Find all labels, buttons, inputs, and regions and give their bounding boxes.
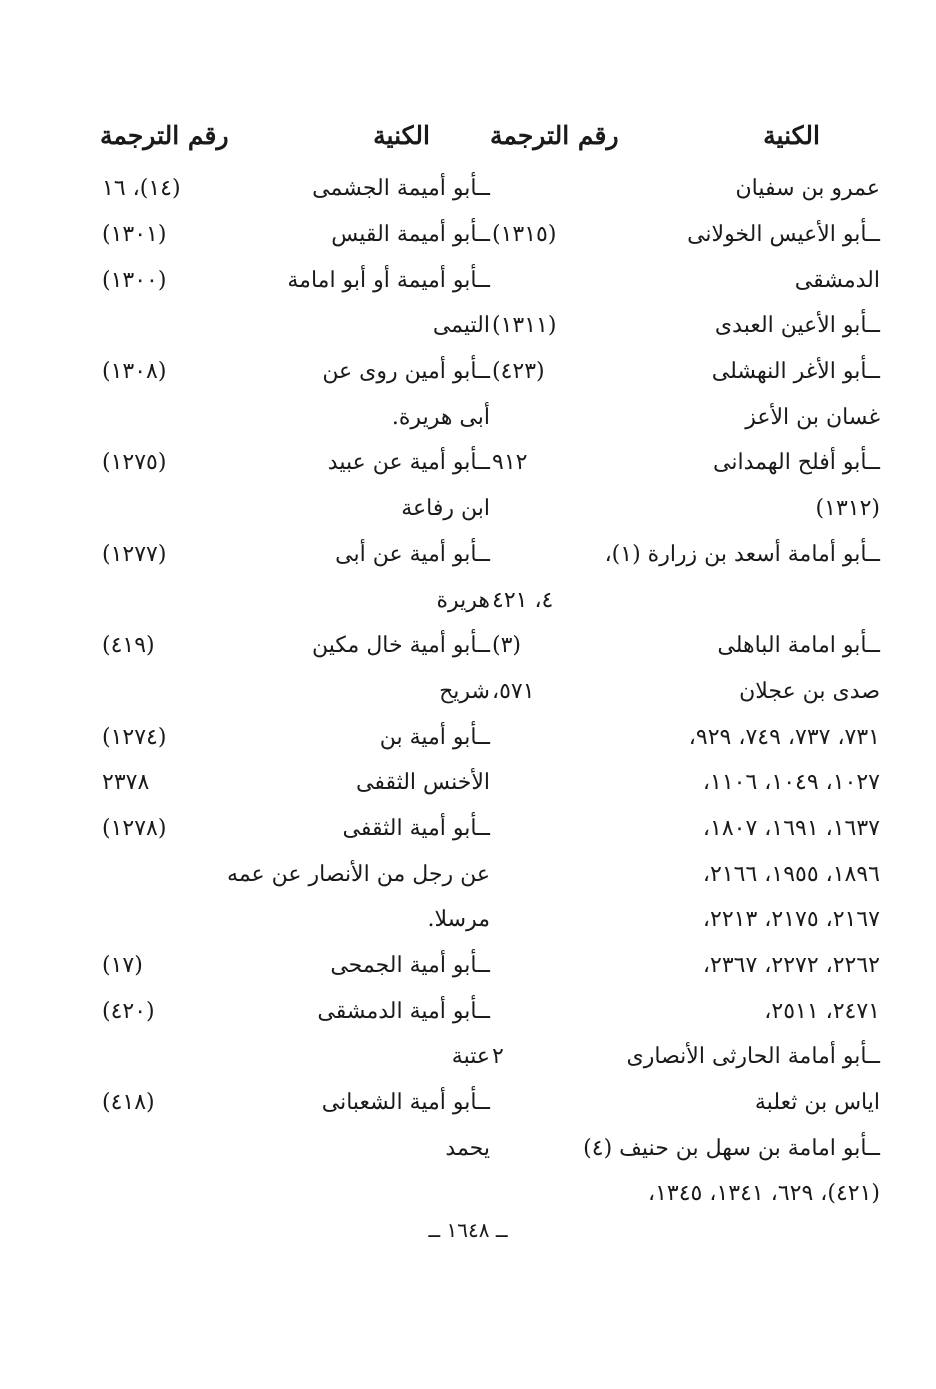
entry-kunya: شريح xyxy=(439,678,490,704)
entry-kunya: اياس بن ثعلبة xyxy=(754,1090,880,1116)
entry-kunya: يحمد xyxy=(445,1135,490,1161)
entry-kunya: التيمى xyxy=(432,313,490,339)
entry-number: (٤٢٣) xyxy=(492,359,545,385)
entry-row xyxy=(490,806,880,852)
entry-kunya: ــأبو أمية خال مكين xyxy=(312,633,490,659)
entry-kunya: ــأبو أمين روى عن xyxy=(322,359,490,385)
entry-kunya: ــأبو أمامة الحارثى الأنصارى xyxy=(626,1044,880,1070)
entry-row xyxy=(100,943,490,989)
entry-kunya: الدمشقى xyxy=(794,267,880,293)
column-header xyxy=(100,110,490,160)
entry-number: (١٢٧٨) xyxy=(102,815,167,841)
entry-kunya: عتبة xyxy=(451,1044,490,1070)
entry-row xyxy=(490,1171,880,1217)
entry-kunya: هريرة xyxy=(436,587,490,613)
entry-number: ٤، ٤٢١ xyxy=(492,587,554,613)
entry-kunya: الأخنس الثقفى xyxy=(356,770,490,796)
entry-row xyxy=(490,623,880,669)
right-column xyxy=(490,110,880,1217)
entry-kunya: ــأبو أمية عن أبى xyxy=(335,541,490,567)
entry-row xyxy=(100,714,490,760)
entry-kunya: ــأبو أفلح الهمدانى xyxy=(713,450,880,476)
entry-kunya: غسان بن الأعز xyxy=(745,404,880,430)
entry-kunya: ــأبو الأعيس الخولانى xyxy=(687,222,880,248)
entry-row xyxy=(100,577,490,623)
entry-kunya: ١٦٣٧، ١٦٩١، ١٨٠٧، xyxy=(702,815,880,841)
entry-kunya: مرسلا. xyxy=(427,907,490,933)
entry-number: ٥٧١، xyxy=(492,678,535,704)
entry-row xyxy=(490,1125,880,1171)
entry-number: ٢٣٧٨ xyxy=(102,770,150,796)
entry-kunya: ــأبو أمية الجمحى xyxy=(330,953,490,979)
entry-kunya: ٢١٦٧، ٢١٧٥، ٢٢١٣، xyxy=(702,907,880,933)
entry-kunya: ٢٤٧١، ٢٥١١، xyxy=(764,998,880,1024)
entry-kunya: ــأبو أمامة أسعد بن زرارة (١)، xyxy=(604,541,880,567)
entry-row xyxy=(100,806,490,852)
entry-number: (١٣٠٨) xyxy=(102,359,167,385)
entry-row xyxy=(490,303,880,349)
entry-row xyxy=(490,212,880,258)
entry-row xyxy=(490,166,880,212)
entry-number: (١٣٠١) xyxy=(102,222,167,248)
entry-row xyxy=(100,897,490,943)
entry-number: (٤١٨) xyxy=(102,1090,155,1116)
entry-row xyxy=(490,394,880,440)
entry-row xyxy=(490,714,880,760)
entry-kunya: ــأبو أمية الشعبانى xyxy=(321,1090,490,1116)
entry-kunya: عن رجل من الأنصار عن عمه xyxy=(227,861,490,887)
entry-row xyxy=(490,943,880,989)
entry-row xyxy=(100,349,490,395)
entry-row xyxy=(490,1034,880,1080)
entry-row xyxy=(100,394,490,440)
entry-kunya: عمرو بن سفيان xyxy=(735,176,880,202)
entry-number: (١٣١١) xyxy=(492,313,557,339)
entry-kunya: ــأبو امامة بن سهل بن حنيف (٤) xyxy=(583,1135,880,1161)
entry-number: (١٣١٥) xyxy=(492,222,557,248)
entry-kunya: صدى بن عجلان xyxy=(739,678,880,704)
header-kunya: الكنية xyxy=(373,120,430,150)
entry-row xyxy=(490,669,880,715)
entry-row xyxy=(490,532,880,578)
left-entries xyxy=(100,166,490,1171)
entry-number: (١٢٧٥) xyxy=(102,450,167,476)
entry-row xyxy=(490,349,880,395)
entry-number: (١٢٧٤) xyxy=(102,724,167,750)
entry-kunya: ــأبو أميمة الجشمى xyxy=(312,176,490,202)
entry-kunya: ــأبو الأغر النهشلى xyxy=(711,359,880,385)
entry-kunya: ١٠٢٧، ١٠٤٩، ١١٠٦، xyxy=(702,770,880,796)
entry-number: ٩١٢ xyxy=(492,450,528,476)
entry-kunya: ٧٣١، ٧٣٧، ٧٤٩، ٩٢٩، xyxy=(688,724,880,750)
entry-kunya: ١٨٩٦، ١٩٥٥، ٢١٦٦، xyxy=(702,861,880,887)
entry-number: (١٣٠٠) xyxy=(102,267,167,293)
entry-row xyxy=(100,486,490,532)
entry-row xyxy=(100,760,490,806)
entry-row xyxy=(490,988,880,1034)
entry-number: ٢ xyxy=(492,1044,504,1070)
entry-number: (١٧) xyxy=(102,953,143,979)
entry-row xyxy=(100,212,490,258)
entry-number: (٤٢٠) xyxy=(102,998,155,1024)
entry-number: (٣) xyxy=(492,633,522,659)
entry-kunya: ــأبو أمية بن xyxy=(379,724,490,750)
entry-kunya: ٢٢٦٢، ٢٢٧٢، ٢٣٦٧، xyxy=(702,953,880,979)
column-header xyxy=(490,110,880,160)
entry-row xyxy=(100,532,490,578)
entry-row xyxy=(100,1125,490,1171)
entry-kunya: ــأبو امامة الباهلى xyxy=(717,633,880,659)
entry-row xyxy=(100,257,490,303)
entry-row xyxy=(100,623,490,669)
entry-kunya: ــأبو الأعين العبدى xyxy=(714,313,880,339)
entry-row xyxy=(100,851,490,897)
entry-number: (١٤)، ١٦ xyxy=(102,176,181,202)
entry-row xyxy=(100,988,490,1034)
entry-row xyxy=(100,303,490,349)
entry-kunya: ابن رفاعة xyxy=(401,496,490,522)
entry-row xyxy=(100,440,490,486)
entry-row xyxy=(100,669,490,715)
left-column xyxy=(100,110,490,1171)
entry-kunya: ــأبو أمية عن عبيد xyxy=(327,450,490,476)
entry-row xyxy=(490,486,880,532)
entry-row xyxy=(490,851,880,897)
entry-kunya: أبى هريرة. xyxy=(391,404,490,430)
entry-row xyxy=(100,166,490,212)
page-number: ــ ١٦٤٨ ــ xyxy=(428,1218,508,1242)
entry-row xyxy=(490,577,880,623)
entry-number: (١٢٧٧) xyxy=(102,541,167,567)
entry-row xyxy=(100,1080,490,1126)
entry-row xyxy=(490,760,880,806)
entry-row xyxy=(490,1080,880,1126)
entry-row xyxy=(490,897,880,943)
entry-row xyxy=(490,257,880,303)
entry-row xyxy=(490,440,880,486)
entry-row xyxy=(100,1034,490,1080)
entry-kunya: (١٣١٢) xyxy=(815,496,880,522)
entry-kunya: ــأبو أمية الثقفى xyxy=(342,815,490,841)
entry-number: (٤١٩) xyxy=(102,633,155,659)
header-kunya: الكنية xyxy=(763,120,820,150)
header-number: رقم الترجمة xyxy=(100,120,229,150)
entry-kunya: ــأبو أميمة القيس xyxy=(331,222,490,248)
right-entries xyxy=(490,166,880,1217)
entry-kunya: ــأبو أميمة أو أبو امامة xyxy=(287,267,490,293)
header-number: رقم الترجمة xyxy=(490,120,619,150)
entry-kunya: (٤٢١)، ٦٢٩، ١٣٤١، ١٣٤٥، xyxy=(647,1181,880,1207)
entry-kunya: ــأبو أمية الدمشقى xyxy=(317,998,490,1024)
